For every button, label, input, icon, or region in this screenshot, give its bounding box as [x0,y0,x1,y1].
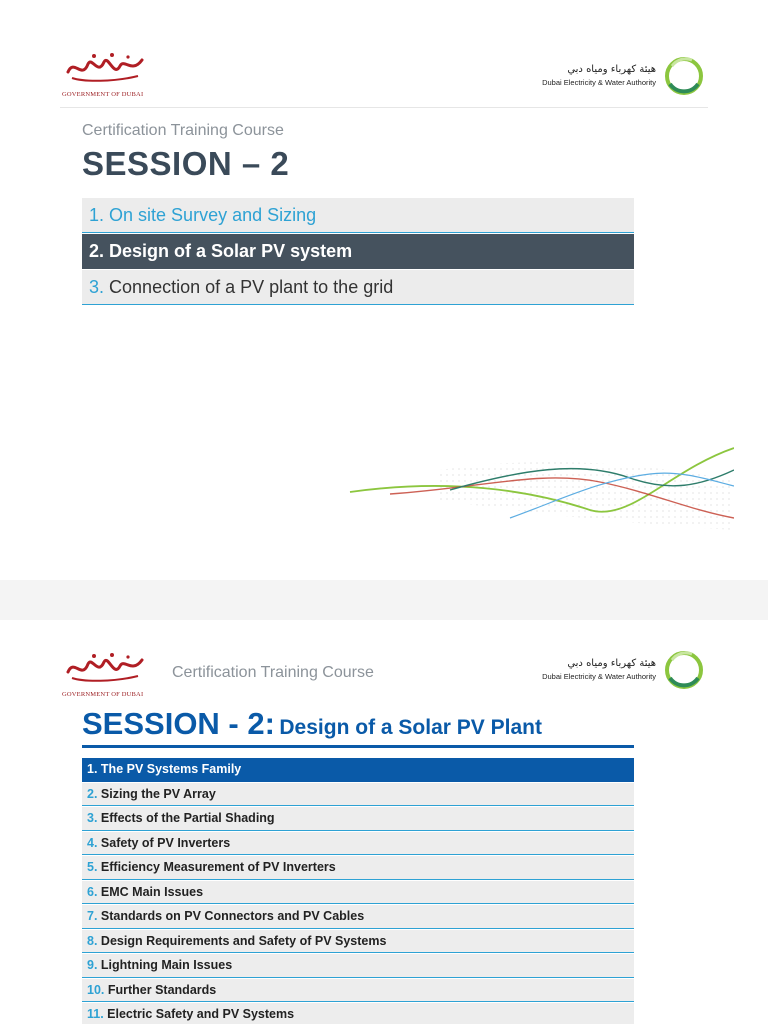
dewa-logo [538,54,706,98]
dewa-english-name: Dubai Electricity & Water Authority [542,78,656,87]
topic-item [82,930,634,954]
agenda-item-number: 1. [89,205,105,225]
slide-gap [0,580,768,620]
agenda-item-label: Connection of a PV plant to the grid [109,277,394,297]
header-divider [60,107,708,108]
government-of-dubai-logo [62,50,148,98]
topic-number: 9. [87,958,98,972]
decorative-wave-graphic [330,430,734,540]
topic-label: Effects of the Partial Shading [100,811,275,825]
topic-label: Safety of PV Inverters [100,835,231,850]
topic-number: 1. [87,762,98,776]
topic-list [82,758,634,1024]
title-underline [82,745,634,748]
topic-item [82,807,634,831]
topic-item [82,881,634,905]
topic-number: 4. [87,835,98,850]
dewa-english-name: Dubai Electricity & Water Authority [542,672,656,681]
topic-number: 10. [87,982,105,997]
topic-label: Lightning Main Issues [100,958,233,972]
topic-label: Design Requirements and Safety of PV Systems [100,933,387,948]
agenda-item-number: 3. [89,277,105,297]
topic-item [82,832,634,856]
topic-label: The PV Systems Family [100,762,242,776]
topic-item [82,954,634,978]
topic-number: 11. [87,1007,104,1021]
government-of-dubai-text: GOVERNMENT OF DUBAI [62,691,144,698]
topic-number: 2. [87,786,98,801]
agenda-item-number: 2. [89,241,105,261]
session-title-main: SESSION - 2: [82,706,275,741]
session-title [82,706,542,742]
topic-item [82,905,634,929]
agenda-item-survey [82,198,634,233]
topic-number: 7. [87,909,98,923]
agenda-item-grid-connection [82,270,634,305]
topic-label: Standards on PV Connectors and PV Cables [100,909,365,923]
dewa-arabic-name: هيئة كهرباء ومياه دبي [567,64,656,75]
course-label: Certification Training Course [172,664,374,681]
dewa-ring-icon [662,54,706,98]
topic-item [82,856,634,880]
topic-item [82,1003,634,1024]
topic-label: Efficiency Measurement of PV Inverters [100,860,336,874]
topic-number: 6. [87,884,98,899]
topic-number: 5. [87,860,98,874]
session-agenda-list [82,198,634,306]
session-title-sub: Design of a Solar PV Plant [279,716,542,739]
course-label: Certification Training Course [82,122,284,139]
agenda-item-label: On site Survey and Sizing [109,205,317,225]
dubai-calligraphy-icon [64,650,146,686]
topic-label: Further Standards [107,982,217,997]
dewa-arabic-name: هيئة كهرباء ومياه دبي [567,658,656,669]
government-of-dubai-logo [62,650,148,698]
topic-label: EMC Main Issues [100,884,204,899]
government-of-dubai-text: GOVERNMENT OF DUBAI [62,91,144,98]
topic-number: 8. [87,933,98,948]
topic-item [82,979,634,1003]
topic-number: 3. [87,811,98,825]
agenda-item-label: Design of a Solar PV system [109,241,353,261]
dewa-ring-icon [662,648,706,692]
slide-session-2-topics [0,620,768,1024]
topic-label: Sizing the PV Array [100,786,216,801]
agenda-item-design [82,234,634,269]
topic-item [82,783,634,807]
dewa-logo [538,648,706,692]
dubai-calligraphy-icon [64,50,146,86]
topic-item [82,758,634,782]
topic-label: Electric Safety and PV Systems [107,1007,295,1021]
session-title: SESSION – 2 [82,145,290,182]
